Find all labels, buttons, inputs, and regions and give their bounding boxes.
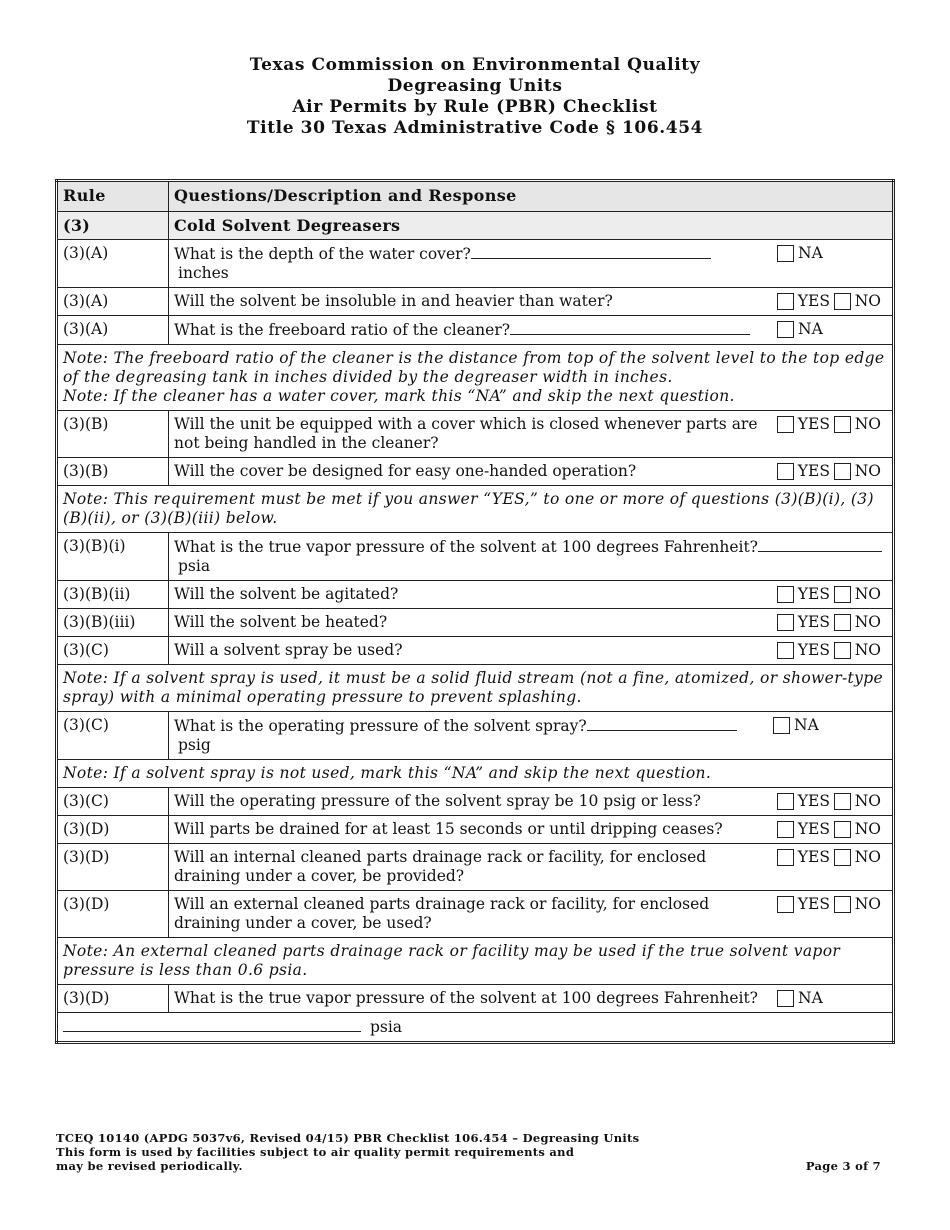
table-row	[57, 240, 894, 288]
rule-cell: (3)(B)(ii)	[57, 581, 169, 609]
yes-checkbox[interactable]	[777, 416, 794, 433]
question-text: Will the cover be designed for easy one-handed operation?	[174, 462, 637, 480]
no-label: NO	[854, 848, 881, 866]
rule-cell: (3)(B)	[57, 411, 169, 458]
yes-label: YES	[797, 585, 830, 603]
yes-label: YES	[797, 848, 830, 866]
checklist-table	[55, 179, 895, 1044]
yes-checkbox[interactable]	[777, 293, 794, 310]
question-text: What is the depth of the water cover?	[174, 245, 471, 263]
rule-cell: (3)(C)	[57, 637, 169, 665]
note-text: Note: An external cleaned parts drainage rack or facility may be used if the true solvent vapor pressure is less than 0.6 psia.	[57, 938, 894, 985]
rule-cell: (3)(C)	[57, 788, 169, 816]
na-label: NA	[794, 716, 819, 734]
table-row	[57, 411, 894, 458]
no-checkbox[interactable]	[834, 849, 851, 866]
code-reference: Title 30 Texas Administrative Code § 106.454	[246, 118, 704, 138]
note-text: Note: If a solvent spray is used, it must be a solid fluid stream (not a fine, atomized, or shower-type spray) with a minimal operating pressure to prevent splashing.	[57, 665, 894, 712]
note-row	[57, 665, 894, 712]
na-checkbox[interactable]	[777, 321, 794, 338]
yes-checkbox[interactable]	[777, 793, 794, 810]
table-header-row	[57, 181, 894, 212]
table-row	[57, 1013, 894, 1043]
section-title: Cold Solvent Degreasers	[169, 212, 894, 240]
question-text: What is the operating pressure of the solvent spray?	[174, 717, 587, 735]
table-row	[57, 533, 894, 581]
document-footer	[56, 1131, 881, 1173]
rule-cell: (3)(B)(i)	[57, 533, 169, 581]
yes-checkbox[interactable]	[777, 821, 794, 838]
note-text: Note: The freeboard ratio of the cleaner is the distance from top of the solvent level to the top edge of the degreasing tank in inches divided by the degreaser width in inches.	[63, 349, 885, 386]
na-label: NA	[798, 320, 823, 338]
no-checkbox[interactable]	[834, 793, 851, 810]
yes-label: YES	[797, 820, 830, 838]
table-row	[57, 316, 894, 345]
yes-label: YES	[797, 895, 830, 913]
na-checkbox[interactable]	[777, 990, 794, 1007]
page-number: Page 3 of 7	[805, 1159, 881, 1173]
na-label: NA	[798, 244, 823, 262]
section-row	[57, 212, 894, 240]
na-checkbox[interactable]	[777, 245, 794, 262]
form-subject: Degreasing Units	[387, 76, 563, 96]
yes-checkbox[interactable]	[777, 896, 794, 913]
question-text: Will the solvent be insoluble in and heavier than water?	[174, 292, 613, 310]
no-label: NO	[854, 585, 881, 603]
vapor-pressure-field[interactable]	[758, 537, 882, 552]
table-row	[57, 458, 894, 486]
unit-label: psig	[178, 736, 211, 754]
form-usage: This form is used by facilities subject to air quality permit requirements and	[56, 1145, 575, 1159]
note-row	[57, 345, 894, 411]
no-checkbox[interactable]	[834, 293, 851, 310]
note-row	[57, 486, 894, 533]
question-text: Will parts be drained for at least 15 seconds or until dripping ceases?	[174, 820, 723, 838]
yes-checkbox[interactable]	[777, 849, 794, 866]
no-label: NO	[854, 462, 881, 480]
no-checkbox[interactable]	[834, 614, 851, 631]
yes-checkbox[interactable]	[777, 614, 794, 631]
no-checkbox[interactable]	[834, 586, 851, 603]
na-label: NA	[798, 989, 823, 1007]
table-row	[57, 712, 894, 760]
questions-column-header: Questions/Description and Response	[169, 181, 894, 212]
note-text: Note: This requirement must be met if you answer “YES,” to one or more of questions (3)(B)(i), (3)(B)(ii), or (3)(B)(iii) below.	[57, 486, 894, 533]
question-text: What is the true vapor pressure of the solvent at 100 degrees Fahrenheit?	[174, 989, 758, 1007]
table-row	[57, 581, 894, 609]
rule-cell: (3)(B)(iii)	[57, 609, 169, 637]
rule-cell: (3)(D)	[57, 891, 169, 938]
no-checkbox[interactable]	[834, 416, 851, 433]
table-row	[57, 788, 894, 816]
no-label: NO	[854, 895, 881, 913]
no-checkbox[interactable]	[834, 821, 851, 838]
question-text: What is the true vapor pressure of the solvent at 100 degrees Fahrenheit?	[174, 538, 758, 556]
no-label: NO	[854, 792, 881, 810]
rule-cell: (3)(D)	[57, 985, 169, 1013]
no-checkbox[interactable]	[834, 463, 851, 480]
rule-cell: (3)(B)	[57, 458, 169, 486]
spray-pressure-field[interactable]	[587, 716, 737, 731]
checklist-title: Air Permits by Rule (PBR) Checklist	[292, 97, 658, 117]
table-row	[57, 637, 894, 665]
no-label: NO	[854, 820, 881, 838]
table-row	[57, 609, 894, 637]
note-row	[57, 760, 894, 788]
rule-cell: (3)(D)	[57, 844, 169, 891]
no-label: NO	[854, 292, 881, 310]
no-label: NO	[854, 613, 881, 631]
table-row	[57, 985, 894, 1013]
water-cover-depth-field[interactable]	[471, 244, 711, 259]
yes-label: YES	[797, 792, 830, 810]
table-row	[57, 844, 894, 891]
question-text: Will a solvent spray be used?	[174, 641, 403, 659]
table-row	[57, 816, 894, 844]
question-text: Will an internal cleaned parts drainage rack or facility, for enclosed draining under a cover, be provided?	[174, 848, 707, 885]
vapor-pressure-answer-field[interactable]	[63, 1017, 361, 1032]
no-checkbox[interactable]	[834, 642, 851, 659]
yes-label: YES	[797, 292, 830, 310]
no-label: NO	[854, 415, 881, 433]
yes-checkbox[interactable]	[777, 463, 794, 480]
question-text: Will the solvent be agitated?	[174, 585, 399, 603]
rule-cell: (3)(C)	[57, 712, 169, 760]
yes-checkbox[interactable]	[777, 586, 794, 603]
na-checkbox[interactable]	[773, 717, 790, 734]
rule-cell: (3)(D)	[57, 816, 169, 844]
question-text: Will the operating pressure of the solvent spray be 10 psig or less?	[174, 792, 701, 810]
no-checkbox[interactable]	[834, 896, 851, 913]
table-row	[57, 288, 894, 316]
question-text: Will the unit be equipped with a cover which is closed whenever parts are not being handled in the cleaner?	[174, 415, 758, 452]
yes-label: YES	[797, 462, 830, 480]
yes-label: YES	[797, 415, 830, 433]
unit-label: psia	[369, 1018, 403, 1036]
question-text: Will the solvent be heated?	[174, 613, 388, 631]
form-revision-note: may be revised periodically.	[56, 1159, 243, 1173]
question-text: Will an external cleaned parts drainage rack or facility, for enclosed draining under a cover, be used?	[174, 895, 710, 932]
note-text: Note: If the cleaner has a water cover, mark this “NA” and skip the next question.	[63, 387, 735, 405]
yes-label: YES	[797, 613, 830, 631]
no-label: NO	[854, 641, 881, 659]
yes-label: YES	[797, 641, 830, 659]
document-header	[0, 55, 950, 139]
rule-column-header: Rule	[57, 181, 169, 212]
agency-title: Texas Commission on Environmental Quality	[249, 55, 701, 75]
rule-cell: (3)(A)	[57, 288, 169, 316]
form-id: TCEQ 10140 (APDG 5037v6, Revised 04/15) PBR Checklist 106.454 – Degreasing Units	[56, 1131, 640, 1145]
unit-label: psia	[178, 557, 211, 575]
rule-cell: (3)(A)	[57, 240, 169, 288]
section-rule: (3)	[57, 212, 169, 240]
note-text: Note: If a solvent spray is not used, mark this “NA” and skip the next question.	[57, 760, 894, 788]
yes-checkbox[interactable]	[777, 642, 794, 659]
question-text: What is the freeboard ratio of the cleaner?	[174, 321, 511, 339]
note-row	[57, 938, 894, 985]
rule-cell: (3)(A)	[57, 316, 169, 345]
table-row	[57, 891, 894, 938]
freeboard-ratio-field[interactable]	[510, 320, 750, 335]
unit-label: inches	[178, 264, 229, 282]
